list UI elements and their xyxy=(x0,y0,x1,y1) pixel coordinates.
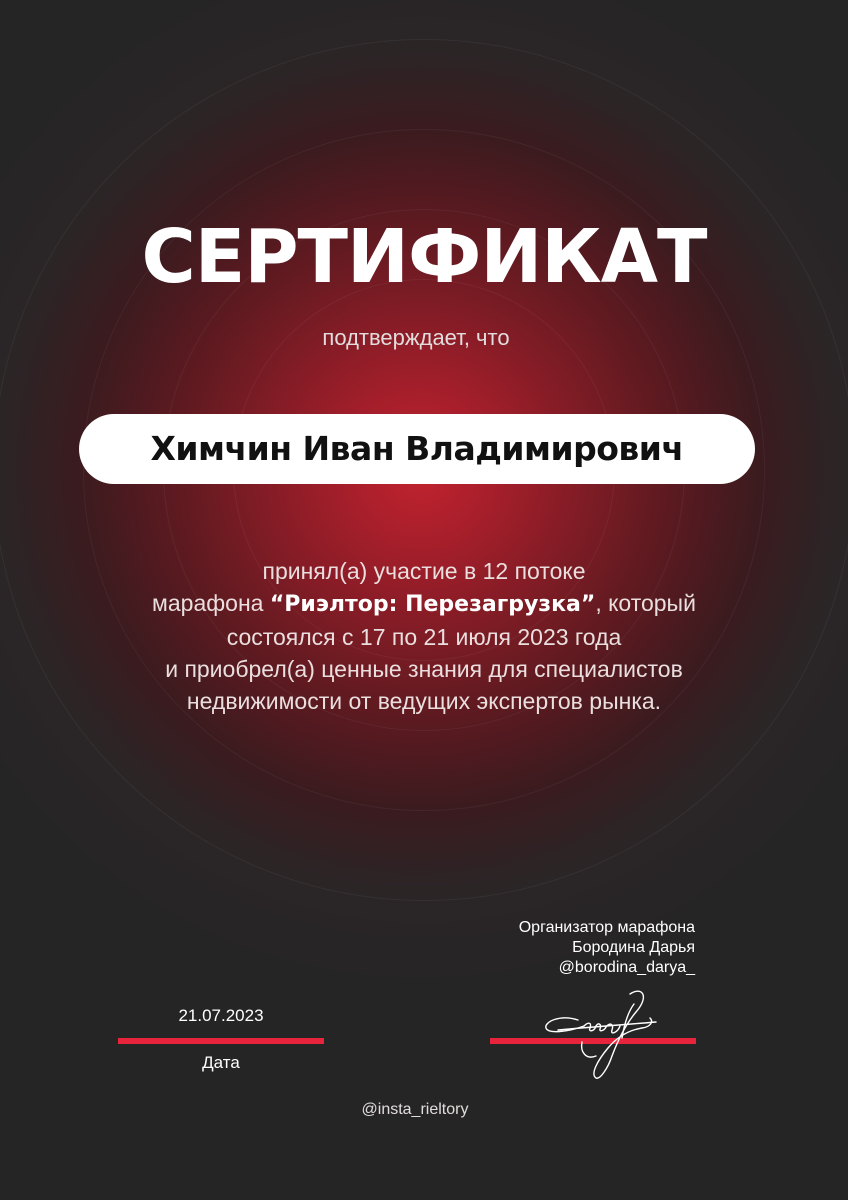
recipient-name-box xyxy=(79,414,755,484)
certificate-subtitle: подтверждает, что xyxy=(322,325,510,350)
organizer-role: Организатор марафона xyxy=(518,919,695,936)
organizer-block xyxy=(430,918,695,978)
date-value: 21.07.2023 xyxy=(178,1006,264,1025)
body-line-3: состоялся с 17 по 21 июля 2023 года xyxy=(226,624,622,650)
body-line-5: недвижимости от ведущих экспертов рынка. xyxy=(186,688,662,714)
date-underline xyxy=(118,1038,324,1044)
body-line-2 xyxy=(60,587,788,621)
certificate-title: СЕРТИФИКАТ xyxy=(141,214,707,300)
date-label: Дата xyxy=(202,1053,240,1072)
body-line-2-prefix: марафона xyxy=(152,590,270,616)
certificate-body xyxy=(60,555,788,717)
footer-instagram-handle: @insta_rieltory xyxy=(361,1101,469,1118)
organizer-handle: @borodina_darya_ xyxy=(558,959,695,976)
marathon-name: “Риэлтор: Перезагрузка” xyxy=(269,592,596,617)
body-line-1: принял(а) участие в 12 потоке xyxy=(262,558,586,584)
organizer-name: Бородина Дарья xyxy=(572,939,695,956)
body-line-2-suffix: , который xyxy=(595,590,696,616)
body-line-4: и приобрел(а) ценные знания для специалистов xyxy=(165,656,683,682)
recipient-name: Химчин Иван Владимирович xyxy=(150,429,684,468)
handwritten-signature xyxy=(538,982,668,1086)
